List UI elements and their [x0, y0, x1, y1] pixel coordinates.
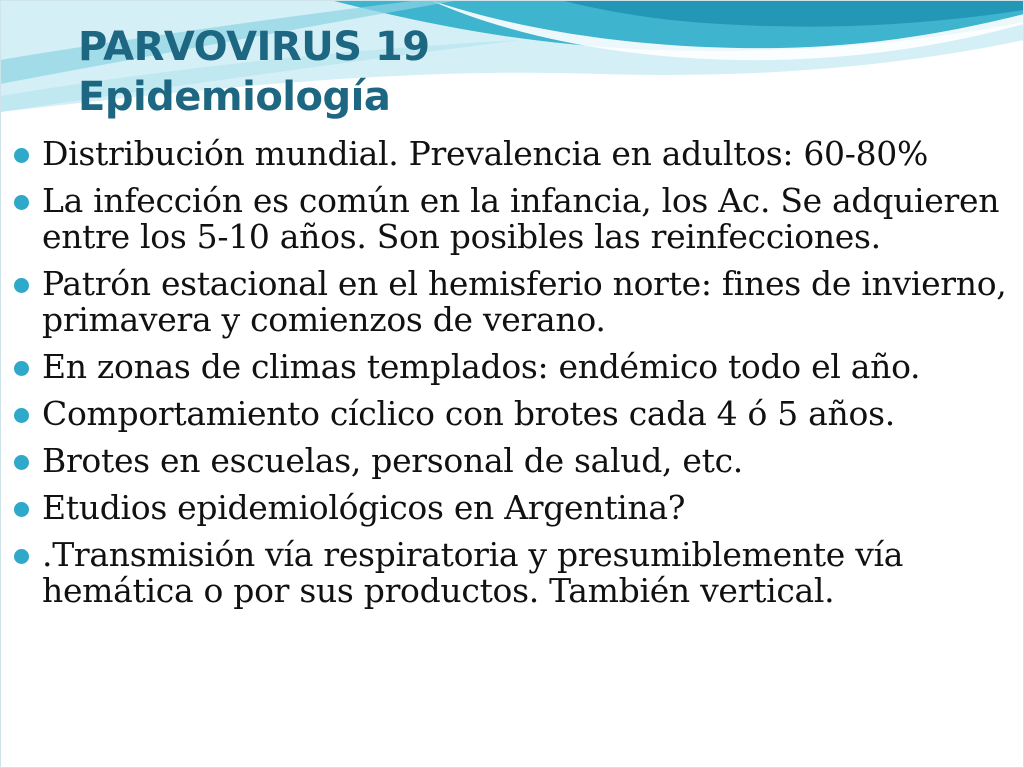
- bullet-dot-icon: [14, 195, 29, 210]
- bullet-text: La infección es común en la infancia, los Ac. Se adquieren entre los 5-10 años. Son posibles las reinfecciones.: [42, 181, 1000, 256]
- bullet-dot-icon: [14, 361, 29, 376]
- bullet-text: Distribución mundial. Prevalencia en adultos: 60-80%: [42, 134, 929, 173]
- bullet-item: [14, 490, 1014, 526]
- bullet-text: En zonas de climas templados: endémico todo el año.: [42, 347, 921, 386]
- bullet-item: [14, 537, 1014, 609]
- bullet-item: [14, 136, 1014, 172]
- bullet-dot-icon: [14, 278, 29, 293]
- bullet-dot-icon: [14, 549, 29, 564]
- slide-title: [78, 22, 430, 122]
- bullet-text: Brotes en escuelas, personal de salud, etc.: [42, 441, 743, 480]
- bullet-dot-icon: [14, 455, 29, 470]
- bullet-item: [14, 349, 1014, 385]
- title-line-1: PARVOVIRUS 19: [78, 24, 430, 70]
- bullet-item: [14, 183, 1014, 255]
- bullet-text: Etudios epidemiológicos en Argentina?: [42, 488, 686, 527]
- bullet-item: [14, 443, 1014, 479]
- bullet-text: Patrón estacional en el hemisferio norte: fines de invierno, primavera y comienzos de verano.: [42, 264, 1007, 339]
- bullet-dot-icon: [14, 502, 29, 517]
- bullet-dot-icon: [14, 148, 29, 163]
- bullet-text: .Transmisión vía respiratoria y presumiblemente vía hemática o por sus productos. También vertical.: [42, 535, 904, 610]
- bullet-list: [14, 136, 1014, 620]
- bullet-dot-icon: [14, 408, 29, 423]
- title-line-2: Epidemiología: [78, 74, 391, 120]
- bullet-text: Comportamiento cíclico con brotes cada 4 ó 5 años.: [42, 394, 895, 433]
- bullet-item: [14, 266, 1014, 338]
- bullet-item: [14, 396, 1014, 432]
